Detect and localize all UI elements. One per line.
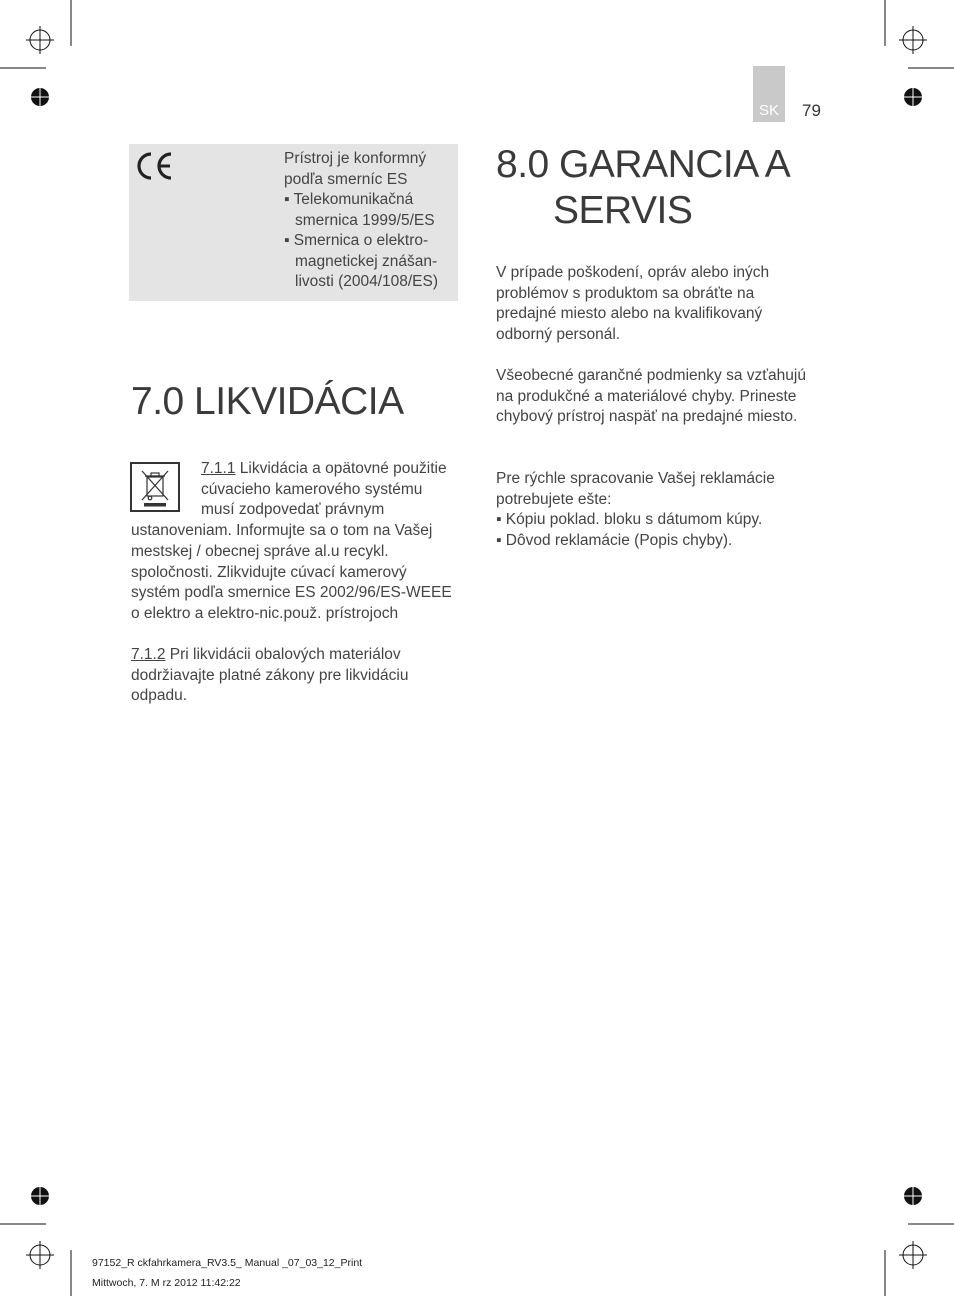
warranty-paragraph-2: Všeobecné garančné podmienky sa vzťahujú na produkčné a materiálové chyby. Prineste chybový prístroj naspäť na predajné miesto. [496,367,806,426]
print-slug-line-2: Mittwoch, 7. M rz 2012 11:42:22 [92,1277,241,1289]
warranty-paragraph-1: V prípade poškodení, opráv alebo iných problémov s produktom sa obráťte na predajné miesto alebo na kvalifikovaný odborný personál. [496,264,770,344]
ce-directive-item: ▪ Smernica o elektro-magnetickej znášan-livosti (2004/108/ES) [284,232,439,290]
section-number-712: 7.1.2 [131,646,166,663]
ce-conformity-box [129,144,458,301]
warranty-requirement-item: ▪ Dôvod reklamácie (Popis chyby). [496,532,733,550]
disposal-paragraph-1 [131,459,456,625]
warranty-requirements-intro: Pre rýchle spracovanie Vašej reklamácie potrebujete ešte: [496,470,775,508]
language-tab [753,66,785,122]
disposal-paragraph-2 [131,645,441,707]
section-8-heading-line1: 8.0 GARANCIA A [496,143,791,186]
page-number: 79 [802,101,821,120]
print-slug-line-1: 97152_R ckfahrkamera_RV3.5_ Manual _07_03_12_Print [92,1257,363,1269]
ce-directive-item: ▪ Telekomunikačná smernica 1999/5/ES [284,191,435,229]
warranty-requirement-item: ▪ Kópiu poklad. bloku s dátumom kúpy. [496,511,763,529]
section-7-heading: 7.0 LIKVIDÁCIA [131,380,404,423]
section-number-711: 7.1.1 [201,460,236,477]
warranty-paragraph-3 [496,469,826,552]
section-8-heading-line2: SERVIS [553,189,693,232]
disposal-text-2: Pri likvidácii obalových materiálov dodržiavajte platné zákony pre likvidáciu odpadu. [131,646,409,705]
section-8-heading [496,142,790,234]
ce-mark-icon [136,151,174,181]
language-label: SK [759,102,780,119]
disposal-text-1: Likvidácia a opätovné použitie cúvacieho kamerového systému musí zodpovedať právnym ustanoveniam. Informujte sa o tom na Vašej mestskej / obecnej správe al.u recykl. spoločnosti. Zlikvidujte cúvací kamerový systém podľa smernice ES 2002/96/ES-WEEE o elektro a elektro-nic.použ. prístrojoch [131,460,452,622]
ce-intro-text: Prístroj je konformný podľa smerníc ES [284,150,427,188]
